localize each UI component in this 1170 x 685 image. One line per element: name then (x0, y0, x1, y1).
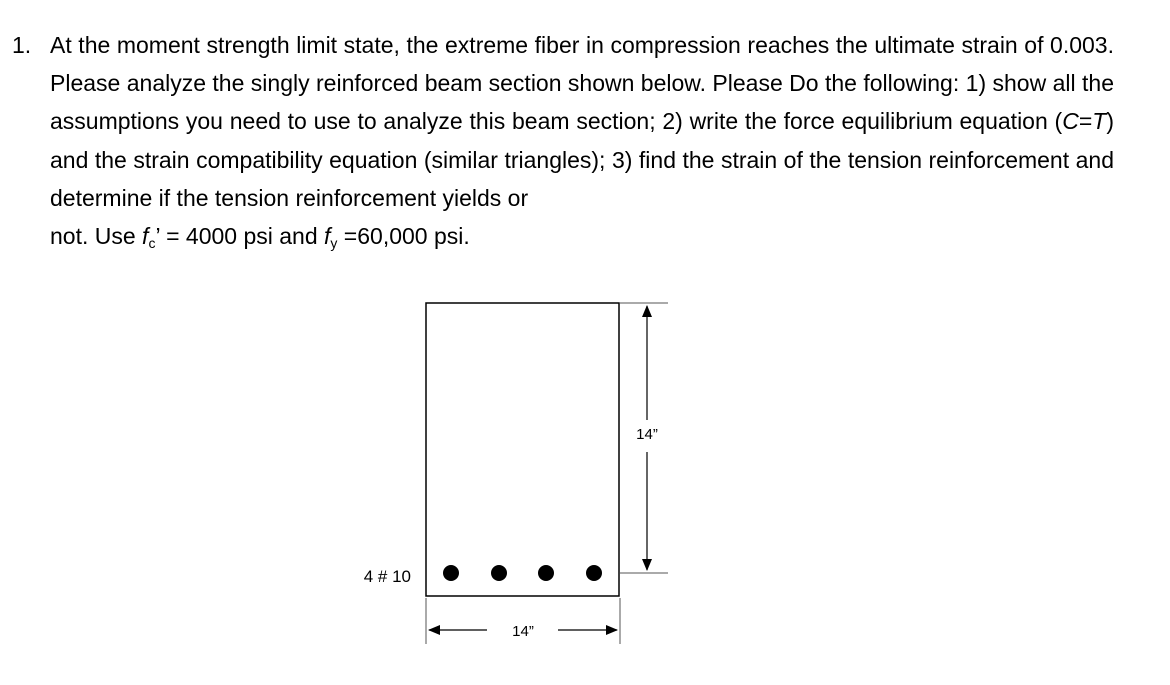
fc-prime: ’ (155, 223, 160, 250)
eq-c-symbol: C (1062, 108, 1079, 135)
width-label: 14” (512, 623, 534, 640)
rebar-1 (443, 565, 459, 581)
fy-subscript: y (330, 235, 338, 252)
eq-t-symbol: T (1092, 108, 1107, 135)
rebar-3 (538, 565, 554, 581)
width-dimension (426, 598, 620, 644)
beam-section-rectangle (426, 303, 619, 596)
fc-symbol: f (142, 223, 149, 250)
height-label: 14” (636, 426, 658, 443)
fy-symbol: f (324, 223, 331, 250)
rebar-label: 4 # 10 (363, 567, 411, 586)
last-line-prefix: not. Use (50, 223, 143, 250)
rebar-2 (491, 565, 507, 581)
rebar-4 (586, 565, 602, 581)
rebar-group (443, 565, 602, 581)
problem-number: 1. (12, 32, 32, 58)
statement-continued: ) and the strain compatibility equation (similar triangles); 3) find the strain of the tension reinforcement and determine if the tension reinforcement yields or (50, 108, 1114, 211)
fc-subscript: c (148, 235, 156, 252)
fc-value: = 4000 psi and (159, 223, 325, 250)
fy-value: =60,000 psi. (337, 223, 470, 250)
height-dimension (620, 303, 668, 573)
statement-text: At the moment strength limit state, the extreme fiber in compression reaches the ultimate strain of 0.003. Please analyze the singly reinforced beam section shown below. Please Do the following: 1) show all the assumptions you need to use to analyze this beam section; 2) write the force equilibrium equation ( (50, 32, 1114, 135)
eq-equals: = (1078, 108, 1093, 135)
